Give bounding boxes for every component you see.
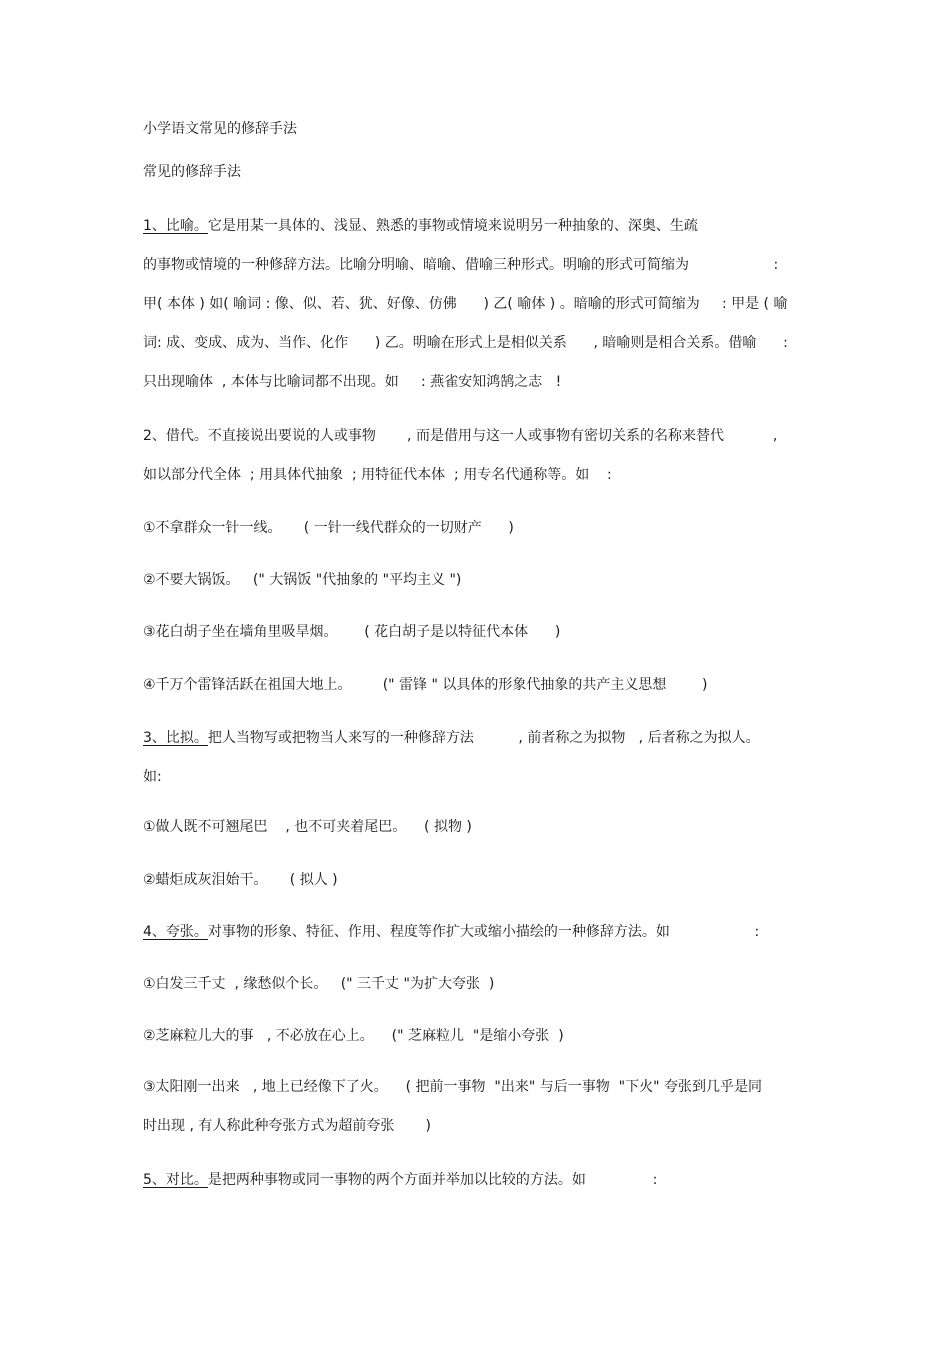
metaphor-paragraph-line: 词: 成、变成、成为、当作、化作 ) 乙。明喻在形式上是相似关系 , 暗喻则是相合关系。借喻 : <box>143 335 788 351</box>
metaphor-text: 它是用某一具体的、浅显、熟悉的事物或情境来说明另一种抽象的、深奥、生疏 <box>207 218 698 234</box>
metonymy-paragraph-line: 如以部分代全体 ; 用具体代抽象 ; 用特征代本体 ; 用专名代通称等。如 : <box>143 467 612 483</box>
metaphor-paragraph-line: 甲( 本体 ) 如( 喻词 : 像、似、若、犹、好像、仿佛 ) 乙( 喻体 ) 。暗喻的形式可简缩为 : 甲是 ( 喻 <box>143 296 788 312</box>
personification-text: 把人当物写或把物当人来写的一种修辞方法 , 前者称之为拟物 , 后者称之为拟人。 <box>207 730 760 746</box>
metaphor-heading: 1、比喻。 <box>143 218 208 234</box>
section-heading: 常见的修辞手法 <box>143 164 241 180</box>
personification-example: ①做人既不可翘尾巴 , 也不可夹着尾巴。 ( 拟物 ) <box>143 819 472 835</box>
personification-paragraph-line <box>143 728 760 748</box>
hyperbole-example-continued: 时出现 , 有人称此种夸张方式为超前夸张 ) <box>143 1118 431 1134</box>
metaphor-paragraph-line: 只出现喻体 , 本体与比喻词都不出现。如 : 燕雀安知鸿鹄之志 ! <box>143 374 562 390</box>
metonymy-example: ②不要大锅饭。 (" 大锅饭 "代抽象的 "平均主义 ") <box>143 572 462 588</box>
hyperbole-paragraph-line <box>143 922 759 942</box>
hyperbole-example: ①白发三千丈 , 缘愁似个长。 (" 三千丈 "为扩大夸张 ) <box>143 976 495 992</box>
personification-heading: 3、比拟。 <box>143 730 208 746</box>
metonymy-example: ①不拿群众一针一线。 ( 一针一线代群众的一切财产 ) <box>143 520 514 536</box>
metonymy-example: ③花白胡子坐在墙角里吸旱烟。 ( 花白胡子是以特征代本体 ) <box>143 624 561 640</box>
contrast-paragraph-line <box>143 1170 657 1190</box>
contrast-text: 是把两种事物或同一事物的两个方面并举加以比较的方法。如 : <box>207 1172 658 1188</box>
hyperbole-text: 对事物的形象、特征、作用、程度等作扩大或缩小描绘的一种修辞方法。如 : <box>207 924 760 940</box>
personification-example: ②蜡炬成灰泪始干。 ( 拟人 ) <box>143 872 338 888</box>
metaphor-paragraph-line <box>143 216 698 236</box>
personification-paragraph-line: 如: <box>143 769 162 785</box>
hyperbole-heading: 4、夸张。 <box>143 924 208 940</box>
hyperbole-example: ③太阳刚一出来 , 地上已经像下了火。 ( 把前一事物 "出来" 与后一事物 "下火" 夸张到几乎是同 <box>143 1079 762 1095</box>
contrast-heading: 5、对比。 <box>143 1172 208 1188</box>
document-title: 小学语文常见的修辞手法 <box>143 121 297 137</box>
metonymy-paragraph-line: 2、借代。不直接说出要说的人或事物 , 而是借用与这一人或事物有密切关系的名称来替代 , <box>143 428 778 444</box>
metaphor-paragraph-line: 的事物或情境的一种修辞方法。比喻分明喻、暗喻、借喻三种形式。明喻的形式可简缩为 : <box>143 257 779 273</box>
hyperbole-example: ②芝麻粒儿大的事 , 不必放在心上。 (" 芝麻粒儿 "是缩小夸张 ) <box>143 1028 564 1044</box>
metonymy-example: ④千万个雷锋活跃在祖国大地上。 (" 雷锋 " 以具体的形象代抽象的共产主义思想 ) <box>143 677 708 693</box>
